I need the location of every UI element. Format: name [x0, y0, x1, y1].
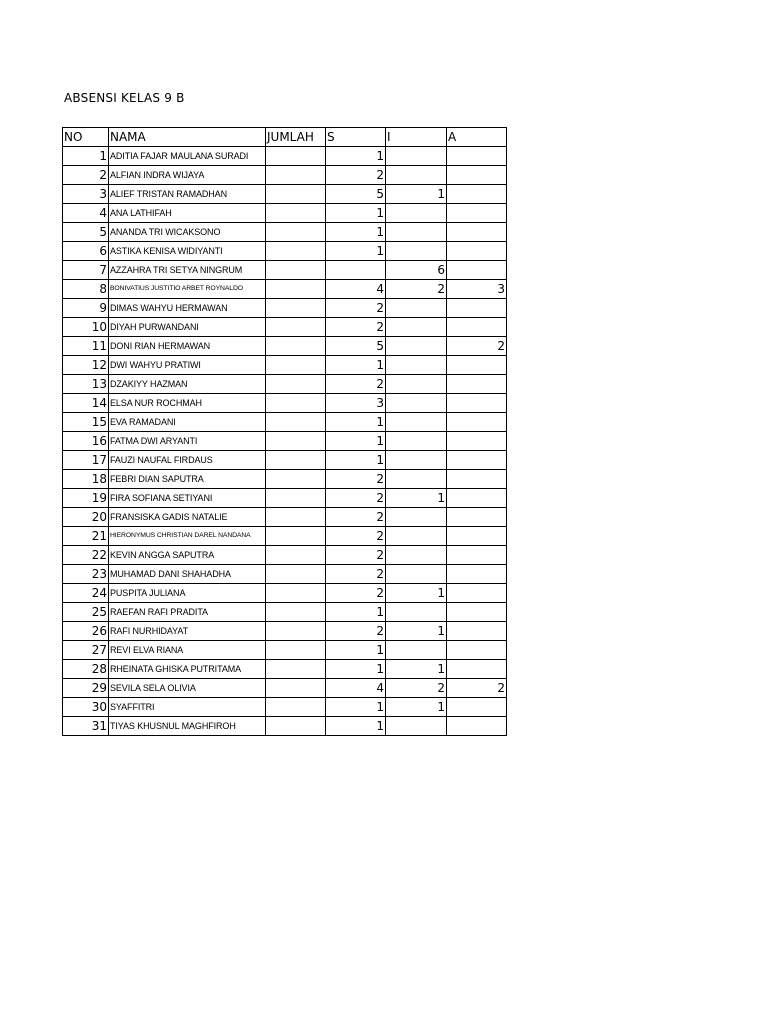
cell-a	[447, 242, 507, 261]
cell-i: 6	[386, 261, 447, 280]
cell-nama: DIMAS WAHYU HERMAWAN	[109, 299, 266, 318]
cell-s: 2	[326, 584, 386, 603]
cell-nama: ASTIKA KENISA WIDIYANTI	[109, 242, 266, 261]
cell-i	[386, 356, 447, 375]
cell-i	[386, 470, 447, 489]
table-row	[63, 375, 507, 394]
cell-no: 24	[63, 584, 109, 603]
cell-no: 11	[63, 337, 109, 356]
cell-no: 9	[63, 299, 109, 318]
table-row	[63, 584, 507, 603]
cell-s: 1	[326, 413, 386, 432]
cell-jumlah	[266, 318, 326, 337]
cell-s: 1	[326, 698, 386, 717]
cell-nama: REVI ELVA RIANA	[109, 641, 266, 660]
attendance-table	[62, 127, 507, 736]
cell-no: 22	[63, 546, 109, 565]
header-i: I	[386, 128, 447, 147]
cell-jumlah	[266, 584, 326, 603]
cell-no: 26	[63, 622, 109, 641]
table-row	[63, 660, 507, 679]
cell-nama: ALIEF TRISTAN RAMADHAN	[109, 185, 266, 204]
cell-i	[386, 565, 447, 584]
cell-jumlah	[266, 603, 326, 622]
cell-no: 17	[63, 451, 109, 470]
cell-no: 25	[63, 603, 109, 622]
table-row	[63, 603, 507, 622]
header-a: A	[447, 128, 507, 147]
cell-no: 10	[63, 318, 109, 337]
cell-no: 13	[63, 375, 109, 394]
table-row	[63, 394, 507, 413]
cell-no: 5	[63, 223, 109, 242]
cell-s: 1	[326, 242, 386, 261]
cell-s: 1	[326, 356, 386, 375]
cell-i	[386, 242, 447, 261]
cell-nama: FEBRI DIAN SAPUTRA	[109, 470, 266, 489]
table-row	[63, 318, 507, 337]
cell-a	[447, 451, 507, 470]
cell-nama: DIYAH PURWANDANI	[109, 318, 266, 337]
cell-s: 2	[326, 565, 386, 584]
cell-s: 2	[326, 318, 386, 337]
cell-no: 21	[63, 527, 109, 546]
cell-no: 23	[63, 565, 109, 584]
cell-a	[447, 147, 507, 166]
cell-i	[386, 546, 447, 565]
table-row	[63, 413, 507, 432]
cell-a	[447, 660, 507, 679]
cell-a	[447, 470, 507, 489]
cell-s: 2	[326, 546, 386, 565]
cell-nama: RHEINATA GHISKA PUTRITAMA	[109, 660, 266, 679]
cell-i: 1	[386, 660, 447, 679]
cell-s: 2	[326, 489, 386, 508]
header-no: NO	[63, 128, 109, 147]
cell-no: 14	[63, 394, 109, 413]
cell-s: 4	[326, 679, 386, 698]
cell-nama: RAFI NURHIDAYAT	[109, 622, 266, 641]
cell-a	[447, 375, 507, 394]
cell-no: 8	[63, 280, 109, 299]
cell-a	[447, 223, 507, 242]
cell-jumlah	[266, 413, 326, 432]
cell-i: 1	[386, 622, 447, 641]
cell-no: 12	[63, 356, 109, 375]
cell-i	[386, 299, 447, 318]
cell-s: 1	[326, 641, 386, 660]
cell-nama: EVA RAMADANI	[109, 413, 266, 432]
cell-a	[447, 584, 507, 603]
cell-a	[447, 299, 507, 318]
cell-jumlah	[266, 204, 326, 223]
table-row	[63, 546, 507, 565]
cell-a	[447, 356, 507, 375]
cell-i	[386, 717, 447, 736]
cell-nama: ELSA NUR ROCHMAH	[109, 394, 266, 413]
cell-s: 2	[326, 622, 386, 641]
cell-a	[447, 717, 507, 736]
cell-i: 1	[386, 698, 447, 717]
cell-a: 2	[447, 337, 507, 356]
cell-a	[447, 698, 507, 717]
cell-a	[447, 413, 507, 432]
cell-i	[386, 375, 447, 394]
cell-s: 2	[326, 299, 386, 318]
cell-a	[447, 432, 507, 451]
cell-i	[386, 508, 447, 527]
cell-a: 3	[447, 280, 507, 299]
cell-s: 3	[326, 394, 386, 413]
table-row	[63, 280, 507, 299]
cell-a	[447, 261, 507, 280]
table-row	[63, 356, 507, 375]
table-row	[63, 261, 507, 280]
table-row	[63, 470, 507, 489]
cell-nama: FATMA DWI ARYANTI	[109, 432, 266, 451]
cell-i	[386, 603, 447, 622]
cell-nama: FAUZI NAUFAL FIRDAUS	[109, 451, 266, 470]
cell-jumlah	[266, 679, 326, 698]
cell-no: 6	[63, 242, 109, 261]
cell-jumlah	[266, 147, 326, 166]
cell-jumlah	[266, 280, 326, 299]
table-row	[63, 147, 507, 166]
cell-nama: DONI RIAN HERMAWAN	[109, 337, 266, 356]
cell-a	[447, 508, 507, 527]
cell-nama: FIRA SOFIANA SETIYANI	[109, 489, 266, 508]
cell-i	[386, 166, 447, 185]
table-row	[63, 223, 507, 242]
cell-no: 18	[63, 470, 109, 489]
cell-no: 15	[63, 413, 109, 432]
table-row	[63, 565, 507, 584]
table-row	[63, 185, 507, 204]
header-jumlah: JUMLAH	[266, 128, 326, 147]
cell-no: 30	[63, 698, 109, 717]
cell-s: 2	[326, 375, 386, 394]
cell-jumlah	[266, 717, 326, 736]
cell-a	[447, 565, 507, 584]
cell-jumlah	[266, 299, 326, 318]
cell-nama: BONIVATIUS JUSTITIO ARBET ROYNALDO	[109, 280, 266, 299]
cell-a	[447, 546, 507, 565]
cell-jumlah	[266, 565, 326, 584]
cell-no: 7	[63, 261, 109, 280]
cell-jumlah	[266, 432, 326, 451]
cell-jumlah	[266, 337, 326, 356]
cell-a	[447, 166, 507, 185]
cell-jumlah	[266, 242, 326, 261]
cell-no: 28	[63, 660, 109, 679]
cell-jumlah	[266, 508, 326, 527]
cell-i	[386, 147, 447, 166]
table-row	[63, 717, 507, 736]
cell-nama: ANANDA TRI WICAKSONO	[109, 223, 266, 242]
cell-jumlah	[266, 489, 326, 508]
table-row	[63, 489, 507, 508]
cell-jumlah	[266, 375, 326, 394]
cell-i	[386, 451, 447, 470]
cell-s: 1	[326, 451, 386, 470]
cell-i: 1	[386, 584, 447, 603]
table-row	[63, 622, 507, 641]
cell-jumlah	[266, 394, 326, 413]
cell-s: 5	[326, 185, 386, 204]
cell-nama: KEVIN ANGGA SAPUTRA	[109, 546, 266, 565]
table-row	[63, 641, 507, 660]
cell-jumlah	[266, 641, 326, 660]
table-row	[63, 508, 507, 527]
table-header-row	[63, 128, 507, 147]
cell-i	[386, 394, 447, 413]
cell-a: 2	[447, 679, 507, 698]
cell-s: 1	[326, 147, 386, 166]
cell-i: 2	[386, 679, 447, 698]
cell-jumlah	[266, 546, 326, 565]
cell-no: 27	[63, 641, 109, 660]
cell-a	[447, 318, 507, 337]
cell-s: 2	[326, 527, 386, 546]
cell-s: 2	[326, 508, 386, 527]
cell-no: 29	[63, 679, 109, 698]
cell-s: 1	[326, 603, 386, 622]
cell-i	[386, 432, 447, 451]
cell-jumlah	[266, 527, 326, 546]
cell-i	[386, 204, 447, 223]
cell-a	[447, 394, 507, 413]
cell-i: 2	[386, 280, 447, 299]
cell-i	[386, 318, 447, 337]
cell-jumlah	[266, 451, 326, 470]
cell-nama: AZZAHRA TRI SETYA NINGRUM	[109, 261, 266, 280]
cell-jumlah	[266, 698, 326, 717]
cell-jumlah	[266, 166, 326, 185]
cell-nama: ANA LATHIFAH	[109, 204, 266, 223]
table-row	[63, 451, 507, 470]
cell-nama: SEVILA SELA OLIVIA	[109, 679, 266, 698]
cell-no: 2	[63, 166, 109, 185]
cell-nama: RAEFAN RAFI PRADITA	[109, 603, 266, 622]
cell-i	[386, 641, 447, 660]
cell-nama: FRANSISKA GADIS NATALIE	[109, 508, 266, 527]
cell-nama: SYAFFITRI	[109, 698, 266, 717]
cell-nama: MUHAMAD DANI SHAHADHA	[109, 565, 266, 584]
cell-a	[447, 204, 507, 223]
cell-i	[386, 527, 447, 546]
table-row	[63, 337, 507, 356]
cell-s: 1	[326, 204, 386, 223]
cell-no: 19	[63, 489, 109, 508]
table-row	[63, 698, 507, 717]
cell-i: 1	[386, 185, 447, 204]
cell-a	[447, 185, 507, 204]
cell-no: 4	[63, 204, 109, 223]
cell-i	[386, 223, 447, 242]
table-row	[63, 679, 507, 698]
cell-a	[447, 603, 507, 622]
cell-no: 31	[63, 717, 109, 736]
cell-nama: DZAKIYY HAZMAN	[109, 375, 266, 394]
table-row	[63, 432, 507, 451]
cell-nama: PUSPITA JULIANA	[109, 584, 266, 603]
cell-a	[447, 622, 507, 641]
cell-nama: ADITIA FAJAR MAULANA SURADI	[109, 147, 266, 166]
page-title: ABSENSI KELAS 9 B	[64, 91, 185, 105]
cell-s: 1	[326, 717, 386, 736]
cell-no: 1	[63, 147, 109, 166]
cell-jumlah	[266, 261, 326, 280]
header-s: S	[326, 128, 386, 147]
cell-s: 2	[326, 470, 386, 489]
cell-jumlah	[266, 660, 326, 679]
cell-s: 5	[326, 337, 386, 356]
table-row	[63, 166, 507, 185]
cell-jumlah	[266, 356, 326, 375]
cell-i	[386, 413, 447, 432]
cell-s: 1	[326, 432, 386, 451]
table-row	[63, 527, 507, 546]
cell-no: 16	[63, 432, 109, 451]
cell-i	[386, 337, 447, 356]
header-nama: NAMA	[109, 128, 266, 147]
cell-jumlah	[266, 470, 326, 489]
cell-no: 3	[63, 185, 109, 204]
cell-s: 2	[326, 166, 386, 185]
cell-i: 1	[386, 489, 447, 508]
table-row	[63, 242, 507, 261]
cell-a	[447, 641, 507, 660]
cell-a	[447, 489, 507, 508]
cell-a	[447, 527, 507, 546]
table-row	[63, 204, 507, 223]
cell-nama: DWI WAHYU PRATIWI	[109, 356, 266, 375]
cell-nama: HIERONYMUS CHRISTIAN DAREL NANDANA	[109, 527, 266, 546]
cell-jumlah	[266, 223, 326, 242]
cell-s	[326, 261, 386, 280]
cell-jumlah	[266, 185, 326, 204]
cell-no: 20	[63, 508, 109, 527]
cell-s: 1	[326, 223, 386, 242]
table-row	[63, 299, 507, 318]
table-body	[63, 147, 507, 736]
cell-jumlah	[266, 622, 326, 641]
cell-nama: TIYAS KHUSNUL MAGHFIROH	[109, 717, 266, 736]
cell-s: 1	[326, 660, 386, 679]
cell-s: 4	[326, 280, 386, 299]
cell-nama: ALFIAN INDRA WIJAYA	[109, 166, 266, 185]
